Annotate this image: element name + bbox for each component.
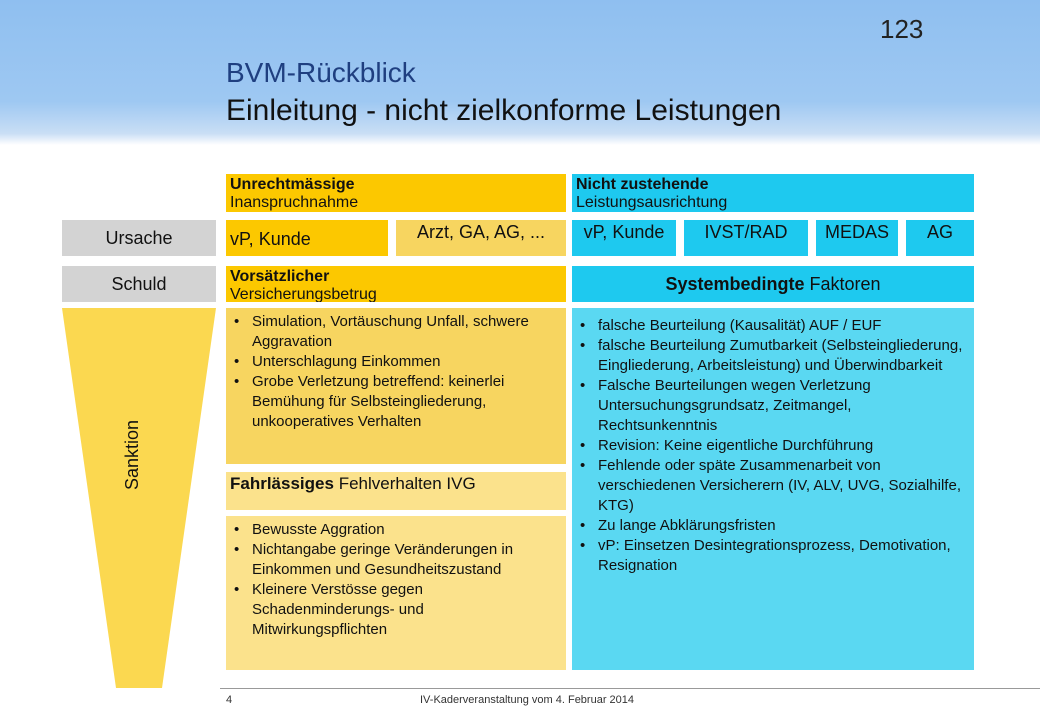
vorsatz-item: • Grobe Verletzung betreffend: keinerlei Bemühung für Selbsteingliederung, unkooperatives Verhalten bbox=[230, 372, 562, 432]
right-header-bold: Nicht zustehende bbox=[576, 176, 709, 193]
left-header-bold: Unrechtmässige bbox=[230, 176, 355, 193]
page-number: 123 bbox=[880, 14, 924, 44]
fahrl-list bbox=[230, 520, 562, 640]
fahrl-rest: Fehlverhalten IVG bbox=[338, 474, 476, 493]
left-schuld-bold: Vorsätzlicher bbox=[230, 268, 330, 285]
systembedingt-box bbox=[572, 308, 974, 670]
right-schuld-header bbox=[572, 266, 974, 302]
fahrl-item: • Nichtangabe geringe Veränderungen in Einkommen und Gesundheitszustand bbox=[230, 540, 562, 580]
systembedingt-item: • falsche Beurteilung Zumutbarkeit (Selbsteingliederung, Eingliederung, Arbeitsleistung) und Überwindbarkeit bbox=[576, 336, 970, 376]
right-header-rest: Leistungsausrichtung bbox=[576, 194, 728, 211]
right-ursache-cell-0: vP, Kunde bbox=[572, 220, 676, 256]
right-schuld-bold: Systembedingte bbox=[665, 273, 805, 294]
systembedingt-item: • Revision: Keine eigentliche Durchführung bbox=[576, 436, 970, 456]
systembedingt-item: • Zu lange Abklärungsfristen bbox=[576, 516, 970, 536]
right-schuld-rest: Faktoren bbox=[809, 273, 881, 294]
left-schuld-rest: Versicherungsbetrug bbox=[230, 286, 377, 302]
right-ursache-cell-2: MEDAS bbox=[816, 220, 898, 256]
fahrl-item: • Kleinere Verstösse gegen Schadenminderungs- und Mitwirkungspflichten bbox=[230, 580, 562, 640]
left-schuld-header bbox=[226, 266, 566, 302]
left-ursache-cell-1: Arzt, GA, AG, ... bbox=[396, 220, 566, 256]
footer-page-number: 4 bbox=[226, 694, 233, 706]
fahrl-item: • Bewusste Aggration bbox=[230, 520, 562, 540]
systembedingt-item: • falsche Beurteilung (Kausalität) AUF / EUF bbox=[576, 316, 970, 336]
row-label-ursache: Ursache bbox=[62, 220, 216, 256]
right-ursache-cell-1: IVST/RAD bbox=[684, 220, 808, 256]
left-header-rest: Inanspruchnahme bbox=[230, 194, 359, 211]
systembedingt-list bbox=[576, 316, 970, 576]
left-header bbox=[226, 174, 566, 212]
row-label-sanktion: Sanktion bbox=[122, 419, 142, 491]
vorsatz-list bbox=[230, 312, 562, 432]
footer-divider bbox=[220, 688, 1040, 689]
right-ursache-cell-3: AG bbox=[906, 220, 974, 256]
fahrl-box bbox=[226, 516, 566, 670]
right-header bbox=[572, 174, 974, 212]
systembedingt-item: • Fehlende oder späte Zusammenarbeit von verschiedenen Versicherern (IV, ALV, UVG, Sozialhilfe, KTG) bbox=[576, 456, 970, 516]
vorsatz-item: • Unterschlagung Einkommen bbox=[230, 352, 562, 372]
left-ursache-cell-0: vP, Kunde bbox=[226, 220, 388, 256]
footer-text: IV-Kaderveranstaltung vom 4. Februar 2014 bbox=[420, 694, 635, 706]
page-subtitle: Einleitung - nicht zielkonforme Leistungen bbox=[226, 94, 782, 127]
fahrl-header bbox=[226, 472, 566, 510]
systembedingt-item: • Falsche Beurteilungen wegen Verletzung Untersuchungsgrundsatz, Zeitmangel, Rechtsunkenntnis bbox=[576, 376, 970, 436]
vorsatz-box bbox=[226, 308, 566, 464]
row-label-schuld: Schuld bbox=[62, 266, 216, 302]
systembedingt-item: • vP: Einsetzen Desintegrationsprozess, Demotivation, Resignation bbox=[576, 536, 970, 576]
fahrl-bold: Fahrlässiges bbox=[230, 474, 334, 493]
vorsatz-item: • Simulation, Vortäuschung Unfall, schwere Aggravation bbox=[230, 312, 562, 352]
page-title: BVM-Rückblick bbox=[226, 57, 416, 88]
